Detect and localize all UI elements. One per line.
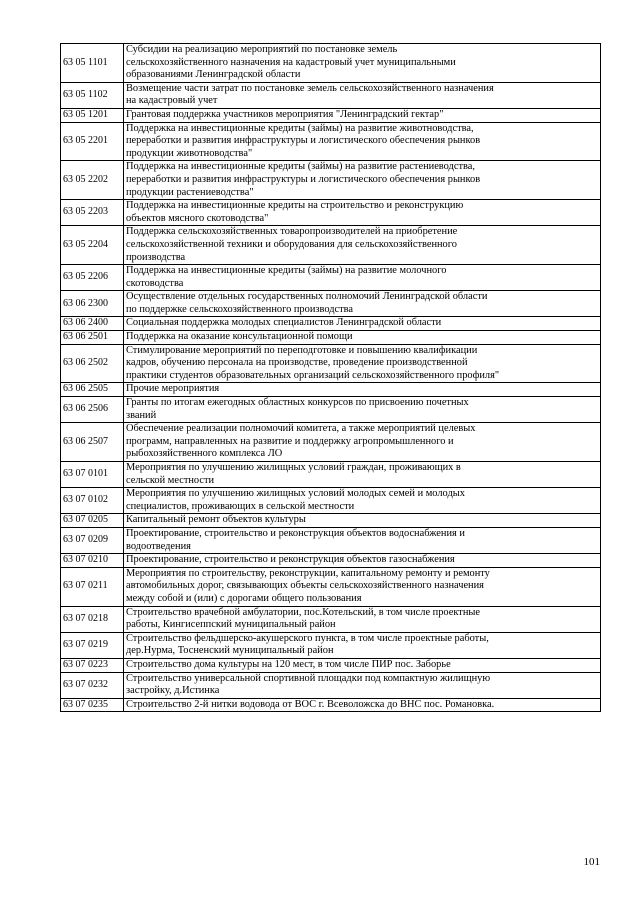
- description-line: продукции растениеводства": [126, 186, 254, 198]
- row-description: [124, 44, 601, 83]
- description-line: Строительство универсальной спортивной площадки под компактную жилищную: [126, 672, 491, 684]
- row-description: [124, 527, 601, 553]
- table-row: [61, 317, 601, 331]
- row-code: 63 06 2502: [61, 344, 124, 383]
- row-description: [124, 554, 601, 568]
- table-row: [61, 488, 601, 514]
- row-code: 63 05 2206: [61, 265, 124, 291]
- row-description: [124, 606, 601, 632]
- table-row: [61, 514, 601, 528]
- row-description: [124, 291, 601, 317]
- description-line: Прочие мероприятия: [126, 383, 220, 395]
- table-row: [61, 606, 601, 632]
- table-row: [61, 44, 601, 83]
- description-line: Строительство 2-й нитки водовода от ВОС г. Всеволожска до ВНС пос. Романовка.: [126, 698, 495, 710]
- row-code: 63 07 0223: [61, 658, 124, 672]
- row-description: [124, 632, 601, 658]
- description-line: между собой и (или) с дорогами общего пользования: [126, 592, 362, 604]
- description-line: водоотведения: [126, 540, 191, 552]
- row-description: [124, 658, 601, 672]
- description-line: званий: [126, 409, 157, 421]
- description-line: Поддержка на инвестиционные кредиты (займы) на развитие молочного: [126, 265, 447, 277]
- table-row: [61, 554, 601, 568]
- description-line: продукции животноводства": [126, 147, 253, 159]
- table-row: [61, 226, 601, 265]
- row-description: [124, 82, 601, 108]
- table-row: [61, 200, 601, 226]
- row-description: [124, 462, 601, 488]
- table-row: [61, 331, 601, 345]
- row-code: 63 06 2506: [61, 397, 124, 423]
- description-line: объектов мясного скотоводства": [126, 212, 269, 224]
- table-row: [61, 108, 601, 122]
- row-code: 63 06 2501: [61, 331, 124, 345]
- row-description: [124, 344, 601, 383]
- row-description: [124, 108, 601, 122]
- row-code: 63 07 0205: [61, 514, 124, 528]
- table-row: [61, 567, 601, 606]
- table-row: [61, 344, 601, 383]
- description-line: по поддержке сельскохозяйственного производства: [126, 303, 354, 315]
- row-description: [124, 226, 601, 265]
- row-description: [124, 514, 601, 528]
- row-code: 63 07 0218: [61, 606, 124, 632]
- table-row: [61, 527, 601, 553]
- table-row: [61, 672, 601, 698]
- description-line: практики студентов образовательных организаций сельскохозяйственного профиля": [126, 369, 500, 381]
- table-row: [61, 397, 601, 423]
- table-body: [61, 44, 601, 712]
- row-code: 63 05 1102: [61, 82, 124, 108]
- description-line: программ, направленных на развитие и поддержку агропромышленного и: [126, 435, 454, 447]
- row-code: 63 06 2505: [61, 383, 124, 397]
- row-code: 63 07 0101: [61, 462, 124, 488]
- row-description: [124, 488, 601, 514]
- row-code: 63 06 2507: [61, 423, 124, 462]
- row-description: [124, 265, 601, 291]
- description-line: Строительство фельдшерско-акушерского пункта, в том числе проектные работы,: [126, 632, 489, 644]
- description-line: сельской местности: [126, 474, 215, 486]
- description-line: Поддержка на инвестиционные кредиты (займы) на развитие растениеводства,: [126, 161, 475, 173]
- row-code: 63 05 1101: [61, 44, 124, 83]
- description-line: специалистов, проживающих в сельской местности: [126, 500, 355, 512]
- row-code: 63 07 0219: [61, 632, 124, 658]
- row-description: [124, 423, 601, 462]
- description-line: скотоводства: [126, 277, 184, 289]
- table-row: [61, 265, 601, 291]
- table-row: [61, 632, 601, 658]
- row-code: 63 07 0235: [61, 698, 124, 712]
- row-description: [124, 567, 601, 606]
- table-row: [61, 82, 601, 108]
- row-description: [124, 698, 601, 712]
- description-line: Осуществление отдельных государственных полномочий Ленинградской области: [126, 291, 488, 303]
- description-line: застройку, д.Истинка: [126, 685, 220, 697]
- description-line: Стимулирование мероприятий по переподготовке и повышению квалификации: [126, 344, 478, 356]
- description-line: Поддержка сельскохозяйственных товаропроизводителей на приобретение: [126, 226, 458, 238]
- description-line: дер.Нурма, Тосненский муниципальный район: [126, 645, 334, 657]
- description-line: кадров, обучению персонала на производстве, проведение производственной: [126, 357, 468, 369]
- row-code: 63 05 2204: [61, 226, 124, 265]
- description-line: Поддержка на инвестиционные кредиты на строительство и реконструкцию: [126, 200, 464, 212]
- row-code: 63 07 0102: [61, 488, 124, 514]
- row-code: 63 05 2201: [61, 122, 124, 161]
- row-description: [124, 317, 601, 331]
- budget-code-table: [60, 43, 601, 712]
- row-description: [124, 672, 601, 698]
- row-description: [124, 397, 601, 423]
- description-line: Проектирование, строительство и реконструкция объектов водоснабжения и: [126, 527, 465, 539]
- description-line: Возмещение части затрат по постановке земель сельскохозяйственного назначения: [126, 82, 494, 94]
- description-line: переработки и развития инфраструктуры и логистического обеспечения рынков: [126, 173, 481, 185]
- table-row: [61, 462, 601, 488]
- table-row: [61, 383, 601, 397]
- description-line: сельскохозяйственного назначения на кадастровый учет муниципальными: [126, 56, 456, 68]
- description-line: автомобильных дорог, связывающих объекты сельскохозяйственного назначения: [126, 580, 484, 592]
- description-line: Строительство дома культуры на 120 мест, в том числе ПИР пос. Заборье: [126, 658, 451, 670]
- description-line: Гранты по итогам ежегодных областных конкурсов по присвоению почетных: [126, 397, 469, 409]
- row-code: 63 05 2203: [61, 200, 124, 226]
- row-description: [124, 200, 601, 226]
- description-line: рыбохозяйственного комплекса ЛО: [126, 448, 283, 460]
- table-row: [61, 423, 601, 462]
- description-line: Социальная поддержка молодых специалистов Ленинградской области: [126, 317, 442, 329]
- description-line: Поддержка на оказание консультационной помощи: [126, 331, 353, 343]
- description-line: образованиями Ленинградской области: [126, 69, 301, 81]
- table-row: [61, 161, 601, 200]
- row-description: [124, 122, 601, 161]
- description-line: Субсидии на реализацию мероприятий по постановке земель: [126, 44, 398, 55]
- row-code: 63 07 0210: [61, 554, 124, 568]
- table-row: [61, 658, 601, 672]
- row-code: 63 07 0209: [61, 527, 124, 553]
- table-row: [61, 698, 601, 712]
- table-row: [61, 291, 601, 317]
- description-line: Грантовая поддержка участников мероприятия "Ленинградский гектар": [126, 108, 444, 120]
- description-line: производства: [126, 251, 186, 263]
- description-line: Капитальный ремонт объектов культуры: [126, 514, 306, 526]
- row-description: [124, 331, 601, 345]
- row-code: 63 07 0232: [61, 672, 124, 698]
- description-line: Мероприятия по улучшению жилищных условий граждан, проживающих в: [126, 462, 461, 473]
- description-line: Строительство врачебной амбулатории, пос.Котельский, в том числе проектные: [126, 606, 480, 618]
- row-description: [124, 383, 601, 397]
- page-number: 101: [583, 856, 600, 868]
- description-line: на кадастровый учет: [126, 95, 218, 107]
- description-line: Мероприятия по улучшению жилищных условий молодых семей и молодых: [126, 488, 465, 500]
- description-line: Мероприятия по строительству, реконструкции, капитальному ремонту и ремонту: [126, 567, 490, 579]
- table-row: [61, 122, 601, 161]
- row-code: 63 07 0211: [61, 567, 124, 606]
- row-code: 63 06 2300: [61, 291, 124, 317]
- description-line: переработки и развития инфраструктуры и логистического обеспечения рынков: [126, 135, 481, 147]
- row-code: 63 05 1201: [61, 108, 124, 122]
- description-line: Обеспечение реализации полномочий комитета, а также мероприятий целевых: [126, 423, 476, 435]
- row-code: 63 06 2400: [61, 317, 124, 331]
- row-description: [124, 161, 601, 200]
- description-line: сельскохозяйственной техники и оборудования для сельскохозяйственного: [126, 238, 457, 250]
- description-line: Проектирование, строительство и реконструкция объектов газоснабжения: [126, 554, 455, 566]
- row-code: 63 05 2202: [61, 161, 124, 200]
- description-line: работы, Кингисеппский муниципальный район: [126, 619, 336, 631]
- description-line: Поддержка на инвестиционные кредиты (займы) на развитие животноводства,: [126, 122, 474, 134]
